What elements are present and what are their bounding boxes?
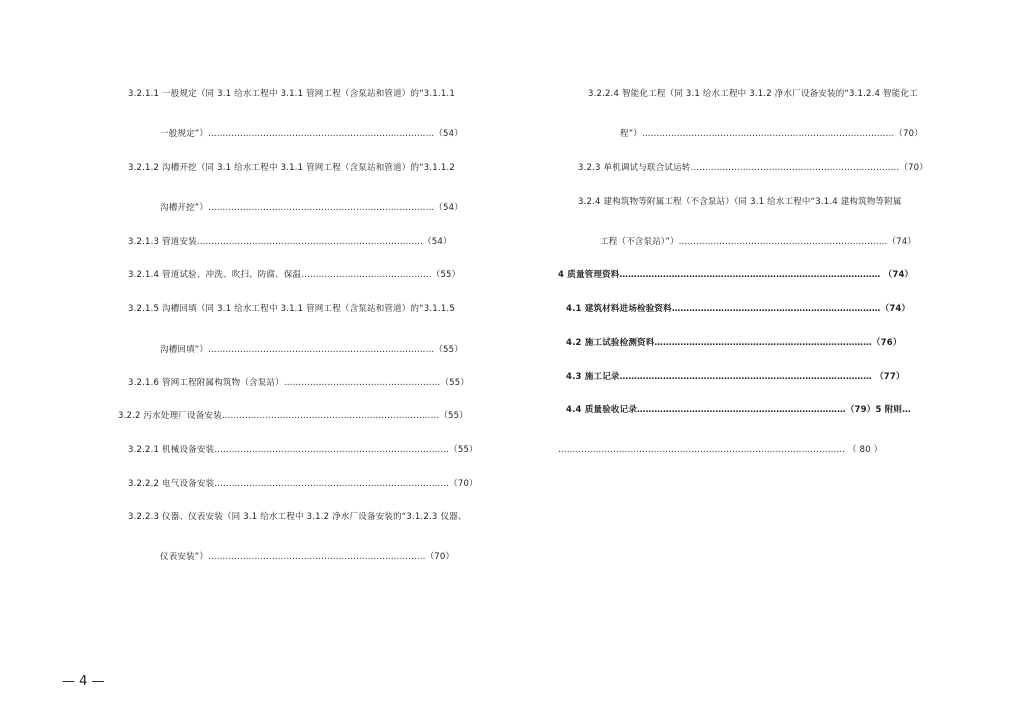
toc-entry[interactable]: 3.2.2 污水处理厂设备安装…………………………………………………………………（55） xyxy=(118,411,468,421)
toc-section-entry[interactable]: 4.1 建筑材料进场检验资料………………………………………………………………（74） xyxy=(566,304,911,314)
toc-entry[interactable]: 3.2.2.2 电气设备安装………………………………………………………………………（70） xyxy=(128,479,478,489)
toc-entry[interactable]: 3.2.1.3 管道安装……………………………………………………………………（54） xyxy=(128,237,452,247)
page-number: — 4 — xyxy=(62,674,105,689)
toc-entry[interactable]: 3.2.2.4 智能化工程（同 3.1 给水工程中 3.1.2 净水厂设备安装的“3.1.2.4 智能化工 xyxy=(588,89,918,99)
toc-chapter-entry[interactable]: 4 质量管理资料……………………………………………………………………………… （74） xyxy=(558,270,914,280)
toc-entry-continuation[interactable]: 仪表安装”）…………………………………………………………………（70） xyxy=(160,552,455,562)
toc-entry[interactable]: 3.2.1.4 管道试验、冲洗、吹扫、防腐、保温………………………………………（55） xyxy=(128,270,461,280)
toc-entry-continuation[interactable]: 工程（不含泵站）”）………………………………………………………………（74） xyxy=(600,237,917,247)
toc-section-entry[interactable]: 4.4 质量验收记录………………………………………………………………（79）5 附则… xyxy=(566,405,911,415)
toc-entry-continuation[interactable]: ……………………………………………………………………………………… （ 80 ） xyxy=(558,445,883,455)
toc-entry[interactable]: 3.2.3 单机调试与联合试运转………………………………………………………………（70） xyxy=(578,163,928,173)
toc-entry-continuation[interactable]: 程”）……………………………………………………………………………（70） xyxy=(620,129,923,139)
toc-entry[interactable]: 3.2.2.1 机械设备安装………………………………………………………………………（55） xyxy=(128,445,478,455)
toc-entry-continuation[interactable]: 沟槽回填”）……………………………………………………………………（55） xyxy=(160,345,463,355)
toc-entry[interactable]: 3.2.1.5 沟槽回填（同 3.1 给水工程中 3.1.1 管网工程（含泵站和管道）的“3.1.1.5 xyxy=(128,304,455,314)
toc-entry-continuation[interactable]: 一般规定”）……………………………………………………………………（54） xyxy=(160,129,463,139)
toc-entry[interactable]: 3.2.1.1 一般规定（同 3.1 给水工程中 3.1.1 管网工程（含泵站和管道）的“3.1.1.1 xyxy=(128,89,455,99)
toc-entry[interactable]: 3.2.4 建构筑物等附属工程（不含泵站）（同 3.1 给水工程中“3.1.4 建构筑物等附属 xyxy=(578,197,902,207)
toc-section-entry[interactable]: 4.2 施工试验检测资料…………………………………………………………………（76） xyxy=(566,338,902,348)
toc-entry[interactable]: 3.2.1.6 管网工程附属构筑物（含泵站）………………………………………………（55） xyxy=(128,378,470,388)
toc-entry-continuation[interactable]: 沟槽开挖”）……………………………………………………………………（54） xyxy=(160,203,463,213)
toc-entry[interactable]: 3.2.2.3 仪器、仪表安装（同 3.1 给水工程中 3.1.2 净水厂设备安装的“3.1.2.3 仪器、 xyxy=(128,512,467,522)
toc-entry[interactable]: 3.2.1.2 沟槽开挖（同 3.1 给水工程中 3.1.1 管网工程（含泵站和管道）的“3.1.1.2 xyxy=(128,163,455,173)
toc-section-entry[interactable]: 4.3 施工记录…………………………………………………………………………… （77） xyxy=(566,372,905,382)
